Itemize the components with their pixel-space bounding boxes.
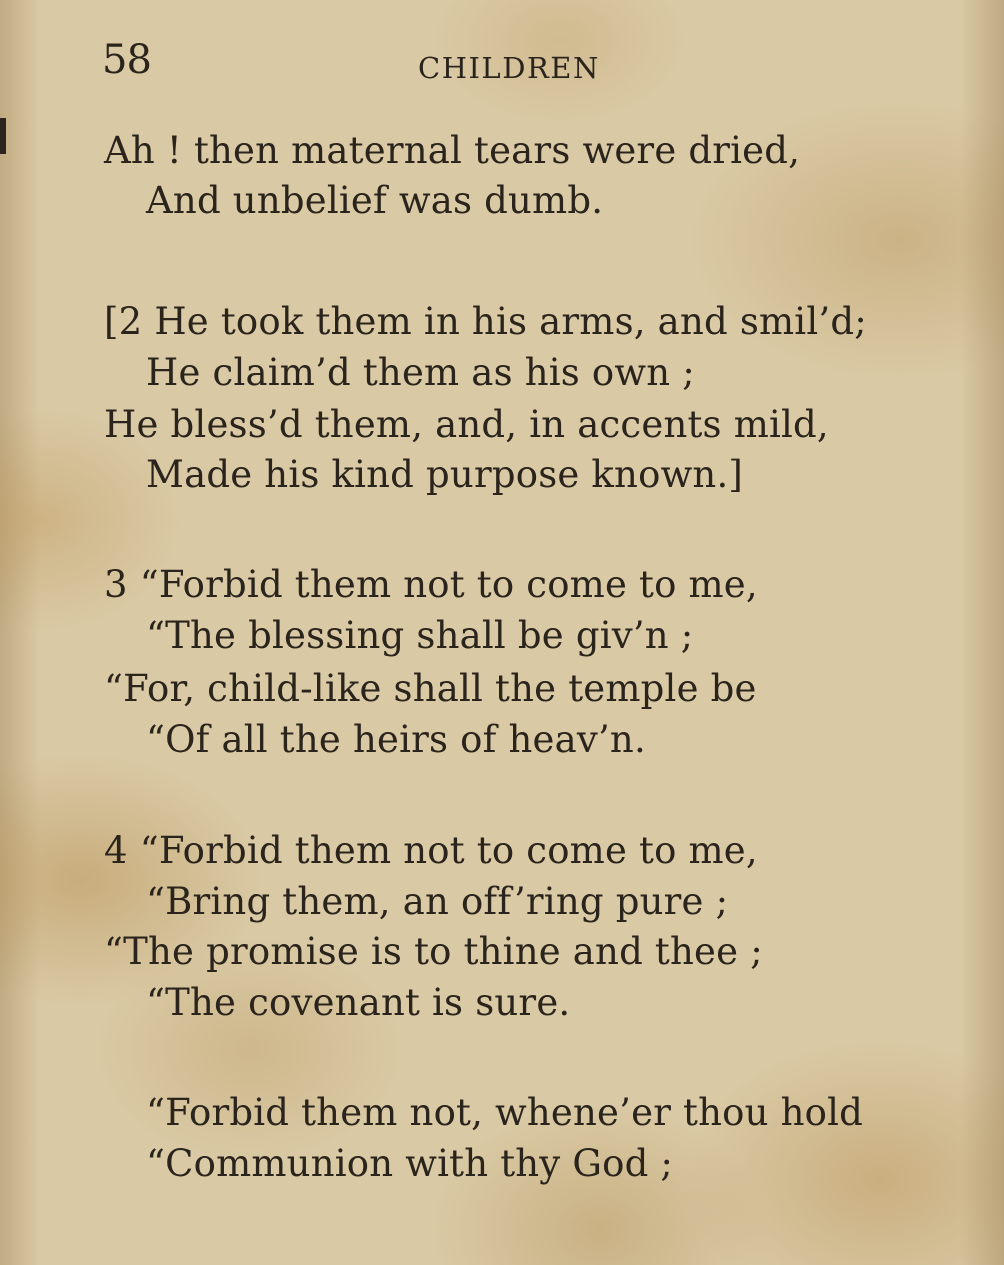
verse-line: [2 He took them in his arms, and smil’d; bbox=[104, 300, 867, 343]
verse-line: He claim’d them as his own ; bbox=[146, 351, 695, 394]
verse-line: “Bring them, an off’ring pure ; bbox=[146, 880, 729, 923]
verse-line: “Forbid them not, whene’er thou hold bbox=[146, 1091, 864, 1134]
verse-line: “Of all the heirs of heav’n. bbox=[146, 718, 646, 761]
verse-line: “Communion with thy God ; bbox=[146, 1142, 674, 1185]
margin-mark bbox=[0, 118, 6, 154]
verse-line: “The covenant is sure. bbox=[146, 981, 571, 1024]
verse-line: Made his kind purpose known.] bbox=[146, 453, 744, 496]
page-number: 58 bbox=[102, 37, 151, 83]
verse-line: 3 “Forbid them not to come to me, bbox=[104, 563, 758, 606]
verse-line: And unbelief was dumb. bbox=[146, 179, 604, 222]
verse-line: “The promise is to thine and thee ; bbox=[104, 930, 763, 973]
running-head: CHILDREN bbox=[418, 51, 600, 85]
verse-line: 4 “Forbid them not to come to me, bbox=[104, 829, 758, 872]
verse-line: “For, child-like shall the temple be bbox=[104, 667, 757, 710]
page-header bbox=[102, 34, 922, 94]
verse-line: He bless’d them, and, in accents mild, bbox=[104, 403, 829, 446]
verse-line: Ah ! then maternal tears were dried, bbox=[104, 129, 801, 172]
verse-line: “The blessing shall be giv’n ; bbox=[146, 614, 694, 657]
